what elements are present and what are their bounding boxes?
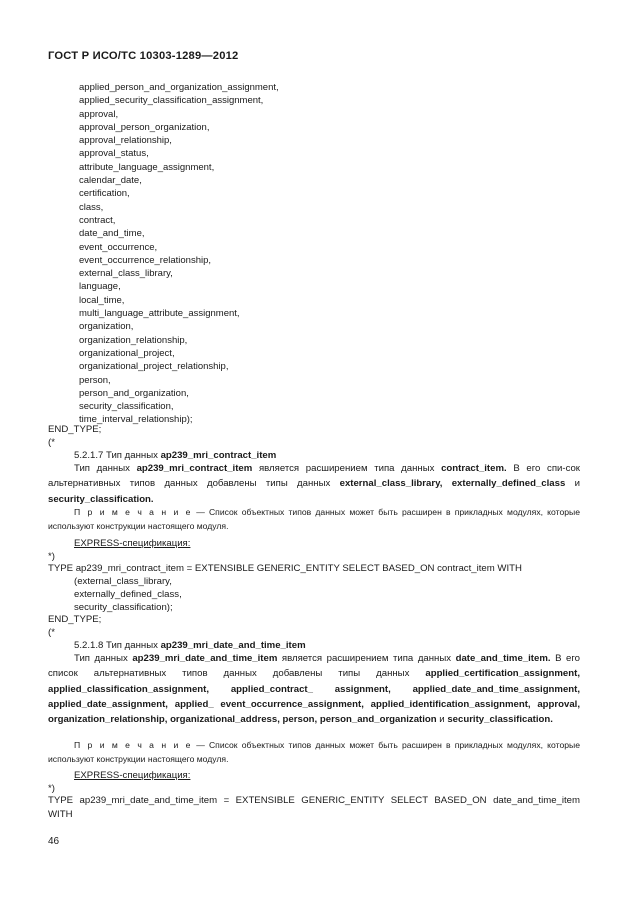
page-header: ГОСТ Р ИСО/ТС 10303-1289—2012 bbox=[48, 50, 239, 62]
list-item: certification, bbox=[79, 188, 130, 200]
list-item: class, bbox=[79, 201, 104, 213]
list-item: applied_security_classification_assignment, bbox=[79, 95, 264, 107]
note-paragraph: П р и м е ч а н и е — Список объектных типов данных может быть расширен в прикладных модулях, которые используют конструкции настоящего модуля. bbox=[48, 507, 580, 531]
end-type-statement: END_TYPE; bbox=[48, 424, 102, 435]
list-item: organizational_project, bbox=[79, 347, 175, 359]
comment-close: *) bbox=[48, 551, 55, 562]
list-item: calendar_date, bbox=[79, 175, 142, 187]
comment-open: (* bbox=[48, 437, 55, 448]
list-item: external_class_library, bbox=[79, 268, 173, 280]
type-declaration: TYPE ap239_mri_contract_item = EXTENSIBLE GENERIC_ENTITY SELECT BASED_ON contract_item WITH bbox=[48, 563, 522, 574]
list-item: person_and_organization, bbox=[79, 387, 189, 399]
list-item: approval_status, bbox=[79, 148, 149, 160]
list-item: multi_language_attribute_assignment, bbox=[79, 308, 240, 320]
section-paragraph: Тип данных ap239_mri_date_and_time_item является расширением типа данных date_and_time_item. В его список альтернативных типов данных добавлены типы данных applied_certification_assignment, applied_classification_assignment, applied_contract_ assignment, applied_date_and_time_assignment, applied_date_assignment, applied_ event_occurrence_assignment, applied_identification_assignment, approval, organization_relationship, organizational_address, person, person_and_organization и security_classification. bbox=[48, 653, 580, 726]
express-spec-label: EXPRESS-спецификация: bbox=[74, 770, 191, 781]
note-paragraph: П р и м е ч а н и е — Список объектных типов данных может быть расширен в прикладных модулях, которые используют конструкции настоящего модуля. bbox=[48, 740, 580, 764]
list-item: contract, bbox=[79, 214, 116, 226]
list-item: organizational_project_relationship, bbox=[79, 361, 229, 373]
list-item: event_occurrence_relationship, bbox=[79, 254, 212, 266]
list-item: security_classification, bbox=[79, 401, 174, 413]
list-item: attribute_language_assignment, bbox=[79, 161, 215, 173]
list-item: date_and_time, bbox=[79, 228, 145, 240]
list-item: applied_person_and_organization_assignment, bbox=[79, 82, 279, 93]
section-heading-5-2-1-8: 5.2.1.8 Тип данных ap239_mri_date_and_time_item bbox=[74, 640, 306, 651]
express-spec-label: EXPRESS-спецификация: bbox=[74, 538, 191, 549]
list-item: organization_relationship, bbox=[79, 334, 188, 346]
select-item: externally_defined_class, bbox=[74, 589, 182, 600]
list-item: time_interval_relationship); bbox=[79, 414, 193, 426]
list-item: local_time, bbox=[79, 294, 125, 306]
list-item: approval_person_organization, bbox=[79, 121, 210, 133]
section-heading-5-2-1-7: 5.2.1.7 Тип данных ap239_mri_contract_item bbox=[74, 450, 277, 461]
list-item: approval, bbox=[79, 108, 119, 120]
list-item: approval_relationship, bbox=[79, 135, 172, 147]
page-number: 46 bbox=[48, 836, 60, 847]
select-item: security_classification); bbox=[74, 602, 173, 613]
type-declaration: TYPE ap239_mri_date_and_time_item = EXTENSIBLE GENERIC_ENTITY SELECT BASED_ON date_and_time_item WITH bbox=[48, 795, 580, 820]
select-item: (external_class_library, bbox=[74, 576, 172, 587]
list-item: language, bbox=[79, 281, 121, 293]
list-item: person, bbox=[79, 374, 111, 386]
section-paragraph: Тип данных ap239_mri_contract_item является расширением типа данных contract_item. В его спи-сок альтернативных типов данных добавлены типы данных external_class_library, externally_defined_class и security_classification. bbox=[48, 463, 581, 505]
comment-open: (* bbox=[48, 627, 55, 638]
list-item: organization, bbox=[79, 321, 134, 333]
comment-close: *) bbox=[48, 783, 55, 794]
select-type-list bbox=[79, 81, 279, 427]
end-type-statement: END_TYPE; bbox=[48, 614, 102, 625]
list-item: event_occurrence, bbox=[79, 241, 158, 253]
